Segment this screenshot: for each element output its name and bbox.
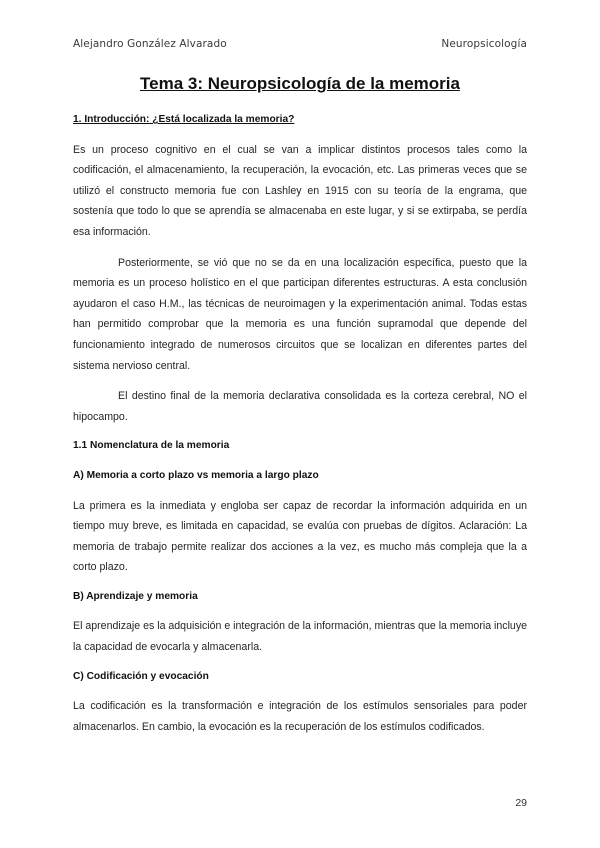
paragraph-c: La codificación es la transformación e integración de los estímulos sensoriales para poder almacenarlos. En cambio, la evocación es la recuperación de los estímulos codificados. <box>73 700 527 733</box>
subheading-b: B) Aprendizaje y memoria <box>73 590 198 602</box>
paragraph-intro-1: Es un proceso cognitivo en el cual se van a implicar distintos procesos tales como la codificación, el almacenamiento, la recuperación, la evocación, etc. Las primeras veces que se utilizó el constructo memoria fue con Lashley en 1915 con su teoría de la engrama, que sostenía que todo lo que se aprendía se almacenaba en este lugar, y si se extirpaba, se perdía esa información. <box>73 143 527 238</box>
page-number: 29 <box>515 797 527 809</box>
header-author: Alejandro González Alvarado <box>73 38 227 50</box>
subheading-a: A) Memoria a corto plazo vs memoria a largo plazo <box>73 469 319 481</box>
paragraph-b: El aprendizaje es la adquisición e integración de la información, mientras que la memoria incluye la capacidad de evocarla y almacenarla. <box>73 620 528 654</box>
paragraph-intro-2: Posteriormente, se vió que no se da en una localización específica, puesto que la memoria es un proceso holístico en el que participan diferentes estructuras. A esta conclusión ayudaron el caso H.M., las técnicas de neuroimagen y la experimentación animal. Todas estas han permitido comprobar que la memoria es una función supramodal que depende del funcionamiento integrado de numerosos circuitos que se localizan en diferentes partes del sistema nervioso central. <box>73 256 527 372</box>
subheading-c: C) Codificación y evocación <box>73 670 209 682</box>
section-heading-intro: 1. Introducción: ¿Está localizada la memoria? <box>73 114 295 125</box>
header-subject: Neuropsicología <box>441 38 527 50</box>
section-heading-nomenclature: 1.1 Nomenclatura de la memoria <box>73 440 230 452</box>
page-title: Tema 3: Neuropsicología de la memoria <box>140 74 460 93</box>
document-body <box>73 110 527 737</box>
paragraph-a: La primera es la inmediata y engloba ser capaz de recordar la información adquirida en un tiempo muy breve, es limitada en capacidad, se evalúa con pruebas de dígitos. Aclaración: La memoria de trabajo permite realizar dos acciones a la vez, es mucho más compleja que la a corto plazo. <box>73 499 527 574</box>
paragraph-intro-3: El destino final de la memoria declarativa consolidada es la corteza cerebral, NO el hipocampo. <box>73 390 527 423</box>
